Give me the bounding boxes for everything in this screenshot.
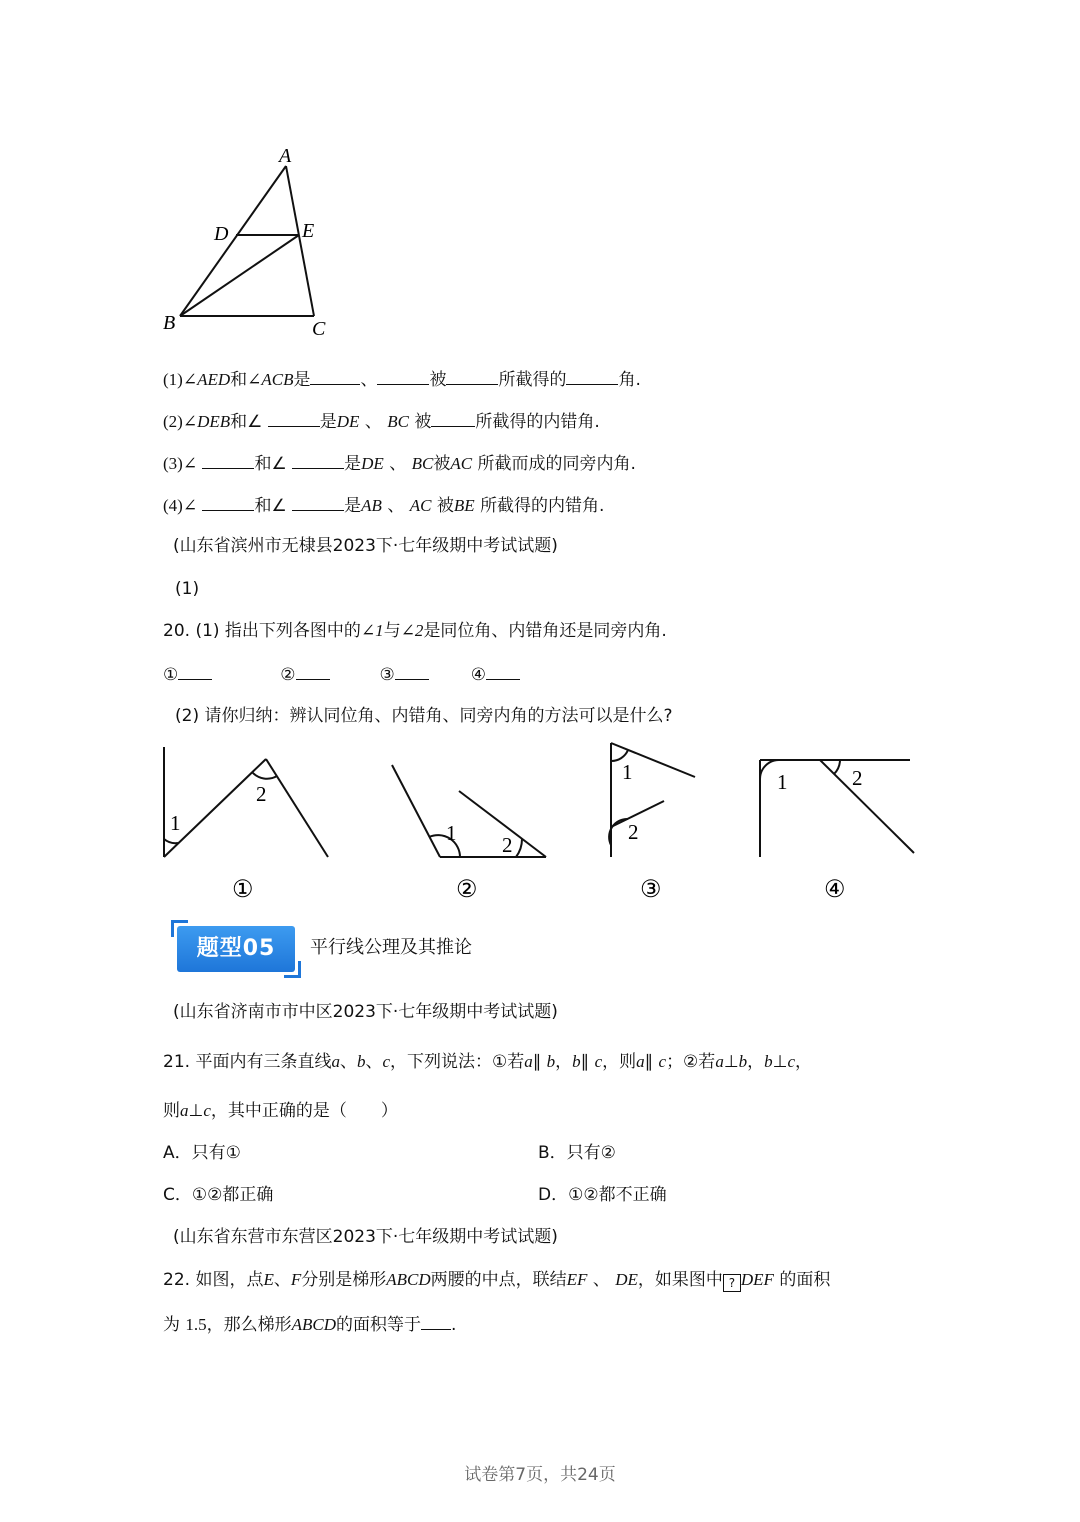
q22-source: (山东省东营市东营区2023下·七年级期中考试试题) [173, 1227, 558, 1247]
triangle-figure [150, 140, 350, 350]
q19-source: (山东省滨州市无棣县2023下·七年级期中考试试题) [173, 536, 558, 556]
q19-part3: (3)∠ 和∠ 是DE 、 BC被AC 所截而成的同旁内角. [163, 450, 636, 476]
fig3-label-2: 2 [628, 820, 639, 844]
label-c: C [312, 318, 326, 340]
section-badge-label: 题型05 [177, 926, 295, 972]
fig4-label-2: 2 [852, 766, 863, 790]
section-title: 平行线公理及其推论 [310, 937, 472, 958]
label-b: B [163, 312, 176, 334]
q22-stem: 22. 如图，点E、F分别是梯形ABCD两腰的中点，联结EF 、 DE，如果图中 ? DEF 的面积 [163, 1270, 831, 1290]
q21-source: (山东省济南市市中区2023下·七年级期中考试试题) [173, 1002, 558, 1022]
q20-blanks: ① ② ③ ④ [163, 661, 520, 687]
q21-option-a[interactable]: A．只有① [163, 1143, 241, 1163]
q22-stem-line2: 为 1.5，那么梯形ABCD的面积等于 . [163, 1311, 456, 1337]
caption-4: ④ [824, 877, 846, 903]
fig4-label-1: 1 [777, 770, 788, 794]
label-a: A [279, 145, 292, 167]
q19-part1: (1)∠AED和∠ACB是 、 被 所截得的 角. [163, 366, 641, 392]
fig1-label-2: 2 [256, 782, 267, 806]
q20-stem: 20. (1) 指出下列各图中的∠1与∠2是同位角、内错角还是同旁内角. [163, 621, 667, 641]
fig1-label-1: 1 [170, 811, 181, 835]
caption-2: ② [456, 877, 478, 903]
page-footer: 试卷第7页，共24页 [464, 1465, 616, 1485]
q19-part2: (2)∠DEB和∠ 是DE 、 BC 被 所截得的内错角. [163, 408, 600, 434]
missing-glyph-box: ? [723, 1274, 741, 1292]
fig2-label-1: 1 [446, 821, 457, 845]
q21-stem: 21. 平面内有三条直线a、b、c，下列说法：①若a∥ b，b∥ c，则a∥ c；②若a⊥b，b⊥c， [163, 1052, 812, 1072]
fig2-label-2: 2 [502, 833, 513, 857]
angle-figures [150, 735, 930, 905]
q21-option-b[interactable]: B．只有② [538, 1143, 616, 1163]
q21-option-d[interactable]: D．①②都不正确 [538, 1185, 667, 1205]
caption-1: ① [232, 877, 254, 903]
label-e: E [302, 220, 315, 242]
caption-3: ③ [640, 877, 662, 903]
section-badge [171, 920, 301, 978]
q20-pre: (1) [175, 579, 200, 599]
q21-option-c[interactable]: C．①②都正确 [163, 1185, 274, 1205]
q19-part4: (4)∠ 和∠ 是AB 、 AC 被BE 所截得的内错角. [163, 492, 604, 518]
q20-part2: (2) 请你归纳：辨认同位角、内错角、同旁内角的方法可以是什么? [175, 706, 673, 726]
fig3-label-1: 1 [622, 760, 633, 784]
label-d: D [214, 223, 229, 245]
q21-stem-line2: 则a⊥c，其中正确的是（ ） [163, 1101, 398, 1121]
